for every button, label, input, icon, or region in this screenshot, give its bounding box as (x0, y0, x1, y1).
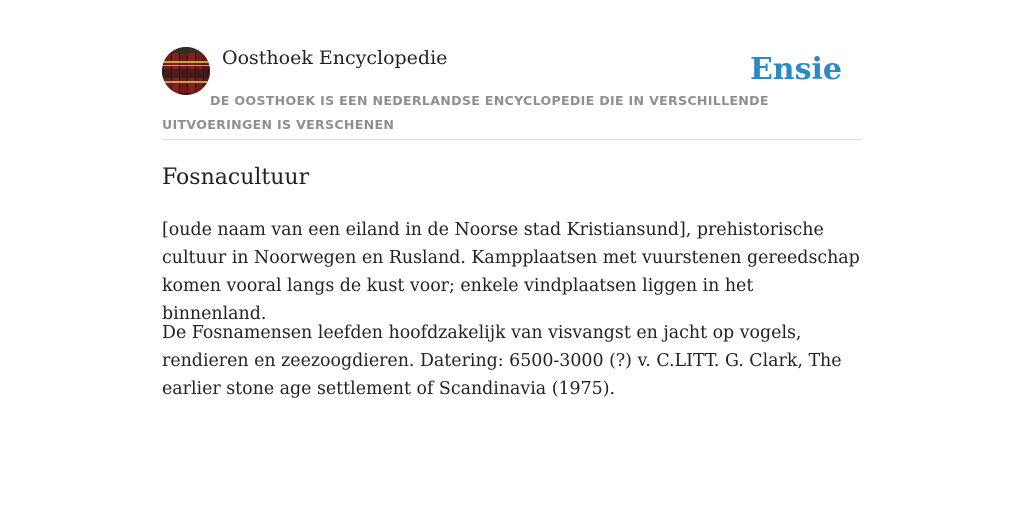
article-paragraph-1: [oude naam van een eiland in de Noorse stad Kristiansund], prehistorische cultuur in Noorwegen en Rusland. Kampplaatsen met vuurstenen gereedschap komen vooral langs de kust voor; enkele vindplaatsen liggen in het binnenland. (162, 220, 860, 324)
header-divider (162, 139, 862, 140)
article-title: Fosnacultuur (162, 165, 310, 190)
site-name[interactable]: Oosthoek Encyclopedie (222, 47, 448, 69)
encyclopedia-books-icon[interactable] (162, 47, 210, 95)
brand-logo[interactable]: Ensie (749, 52, 842, 87)
article-paragraph-2: De Fosnamensen leefden hoofdzakelijk van visvangst en jacht op vogels, rendieren en zeezoogdieren. Datering: 6500-3000 (?) v. C.LITT. G. Clark, The earlier stone age settlement of Scandinavia (1975). (162, 323, 842, 399)
site-tagline: DE OOSTHOEK IS EEN NEDERLANDSE ENCYCLOPEDIE DIE IN VERSCHILLENDE UITVOERINGEN IS VERSCHENEN (162, 93, 769, 132)
